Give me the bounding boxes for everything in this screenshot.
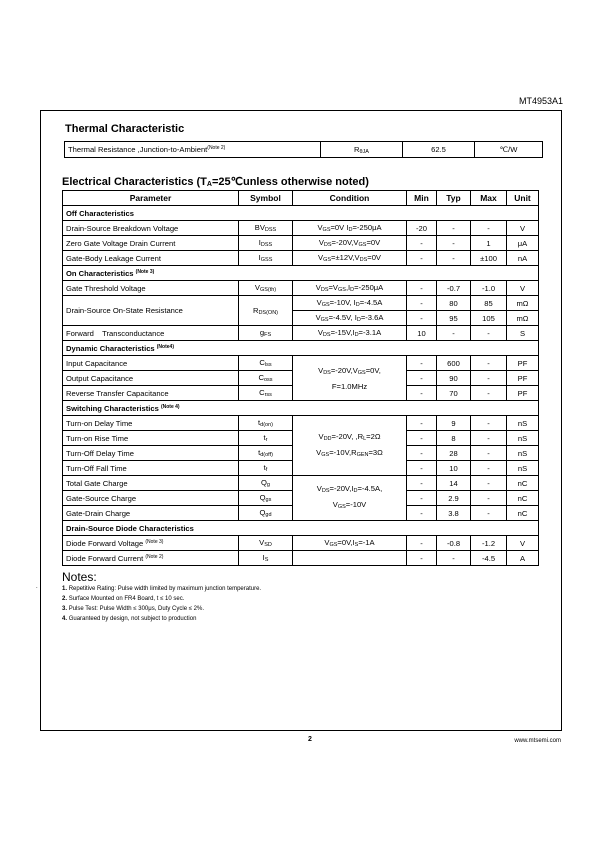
param-cell: Gate-Source Charge [63,491,239,506]
min-cell: - [407,491,437,506]
max-cell: - [471,506,507,521]
param-cell: Diode Forward Voltage $^{(Note 3)}$ [63,536,239,551]
col-header-symbol: Symbol [239,191,293,206]
note-item: 2. Surface Mounted on FR4 Board, t ≤ 10 sec. [62,596,185,602]
param-cell: Output Capacitance [63,371,239,386]
typ-cell: - [437,236,471,251]
symbol-cell: $I_{GSS}$ [239,251,293,266]
typ-cell: - [437,326,471,341]
param-cell: Input Capacitance [63,356,239,371]
table-row [65,142,543,158]
condition-cell: $V_{GS}=0V,I_S=-1A$ [293,536,407,551]
symbol-cell: $BV_{DSS}$ [239,221,293,236]
section-title: Switching Characteristics $^{(Note 4)}$ [63,401,539,416]
col-header-typ: Typ [437,191,471,206]
max-cell: 85 [471,296,507,311]
symbol-cell: $I_S$ [239,551,293,566]
section-title: Off Characteristics [63,206,539,221]
max-cell: - [471,326,507,341]
unit-cell: nC [507,476,539,491]
symbol-cell: $C_{lss}$ [239,356,293,371]
page-number: 2 [308,736,312,743]
min-cell: - [407,536,437,551]
min-cell: - [407,476,437,491]
table-row [63,236,539,251]
condition-cell: $V_{DS}=V_{GS},I_D=-250\mu A$ [293,281,407,296]
typ-cell: 90 [437,371,471,386]
min-cell: -20 [407,221,437,236]
max-cell: 105 [471,311,507,326]
max-cell: - [471,461,507,476]
condition-cell: $V_{DS}=-20V,V_{GS}=0V$ [293,236,407,251]
min-cell: - [407,416,437,431]
thermal-symbol: $R_{\theta JA}$ [321,142,403,158]
symbol-cell: $t_{d(on)}$ [239,416,293,431]
min-cell: - [407,371,437,386]
max-cell: - [471,221,507,236]
param-cell: Total Gate Charge [63,476,239,491]
notes-list [62,584,261,624]
param-cell: Turn-Off Fall Time [63,461,239,476]
param-cell: Turn-on Rise Time [63,431,239,446]
section-title: Drain-Source Diode Characteristics [63,521,539,536]
typ-cell: 3.8 [437,506,471,521]
symbol-cell: $t_r$ [239,431,293,446]
unit-cell: PF [507,371,539,386]
typ-cell: 14 [437,476,471,491]
table-row [63,251,539,266]
typ-cell: 9 [437,416,471,431]
param-cell: Gate-Drain Charge [63,506,239,521]
unit-cell: nS [507,431,539,446]
unit-cell: V [507,281,539,296]
max-cell: - [471,431,507,446]
typ-cell: 95 [437,311,471,326]
thermal-table [64,141,543,158]
condition-cell: $V_{GS}=-4.5V$, $I_D=-3.6A$ [293,311,407,326]
unit-cell: nC [507,491,539,506]
typ-cell: 70 [437,386,471,401]
typ-cell: 8 [437,431,471,446]
symbol-cell: $R_{DS(ON)}$ [239,296,293,326]
section-title: On Characteristics $^{(Note 3)}$ [63,266,539,281]
symbol-cell: $C_{oss}$ [239,371,293,386]
param-cell: Diode Forward Current $^{(Note 2)}$ [63,551,239,566]
table-row [63,296,539,311]
min-cell: - [407,431,437,446]
symbol-cell: $Q_{gd}$ [239,506,293,521]
symbol-cell: $g_{FS}$ [239,326,293,341]
min-cell: - [407,461,437,476]
typ-cell: - [437,551,471,566]
symbol-cell: $C_{rss}$ [239,386,293,401]
min-cell: - [407,251,437,266]
col-header-condition: Condition [293,191,407,206]
col-header-min: Min [407,191,437,206]
table-header-row [63,191,539,206]
thermal-value: 62.5 [403,142,475,158]
min-cell: - [407,296,437,311]
param-cell: Reverse Transfer Capacitance [63,386,239,401]
part-number: MT4953A1 [518,96,563,106]
unit-cell: nC [507,506,539,521]
unit-cell: nS [507,416,539,431]
unit-cell: nS [507,446,539,461]
condition-cell: $V_{DD}=-20V$, $,R_L=2\Omega$ $V_{GS}=-10V,R_{GEN}=3\Omega$ [293,416,407,476]
typ-cell: - [437,221,471,236]
section-row [63,206,539,221]
note-item: 3. Pulse Test: Pulse Width ≤ 300μs, Duty Cycle ≤ 2%. [62,606,205,612]
unit-cell: A [507,551,539,566]
param-cell: Turn-Off Delay Time [63,446,239,461]
param-cell: Turn-on Delay Time [63,416,239,431]
max-cell: - [471,446,507,461]
table-row [63,221,539,236]
unit-cell: V [507,221,539,236]
param-cell: Forward Transconductance [63,326,239,341]
col-header-unit: Unit [507,191,539,206]
typ-cell: 28 [437,446,471,461]
website: www.mtsemi.com [514,738,561,744]
unit-cell: nS [507,461,539,476]
unit-cell: V [507,536,539,551]
table-row [63,416,539,431]
margin-mark: . [36,584,38,590]
table-row [63,551,539,566]
condition-cell [293,551,407,566]
symbol-cell: $t_f$ [239,461,293,476]
electrical-title: Electrical Characteristics ($T_A=25℃unless$ otherwise noted) [62,176,369,188]
typ-cell: 2.9 [437,491,471,506]
max-cell: -1.0 [471,281,507,296]
note-item: 1. Repetitive Rating: Pulse width limited by maximum junction temperature. [62,586,262,592]
table-row [63,536,539,551]
min-cell: 10 [407,326,437,341]
min-cell: - [407,281,437,296]
max-cell: -1.2 [471,536,507,551]
max-cell: - [471,371,507,386]
section-row [63,341,539,356]
notes-title: Notes: [62,570,97,584]
note-item: 4. Guaranteed by design, not subject to production [62,616,197,622]
param-cell: Gate-Body Leakage Current [63,251,239,266]
thermal-unit: ℃/W [475,142,543,158]
section-row [63,266,539,281]
min-cell: - [407,236,437,251]
unit-cell: mΩ [507,296,539,311]
min-cell: - [407,386,437,401]
unit-cell: nA [507,251,539,266]
condition-cell: $V_{DS}=-15V,I_D=-3.1A$ [293,326,407,341]
min-cell: - [407,551,437,566]
param-cell: Drain-Source Breakdown Voltage [63,221,239,236]
typ-cell: -0.7 [437,281,471,296]
table-row [63,356,539,371]
unit-cell: PF [507,386,539,401]
typ-cell: 80 [437,296,471,311]
param-cell: Drain-Source On-State Resistance [63,296,239,326]
min-cell: - [407,506,437,521]
min-cell: - [407,311,437,326]
max-cell: - [471,416,507,431]
condition-cell: $V_{GS}=\pm 12V,V_{DS}=0V$ [293,251,407,266]
typ-cell: - [437,251,471,266]
symbol-cell: $Q_{gs}$ [239,491,293,506]
section-title: Dynamic Characteristics $^{(Note4)}$ [63,341,539,356]
thermal-param: Thermal Resistance ,Junction-to-Ambient$^{(Note 2)}$ [65,142,321,158]
condition-cell: $V_{DS}=-20V,V_{GS}=0V$, F=1.0MHz [293,356,407,401]
section-row [63,401,539,416]
typ-cell: -0.8 [437,536,471,551]
typ-cell: 10 [437,461,471,476]
table-row [63,476,539,491]
param-cell: Gate Threshold Voltage [63,281,239,296]
symbol-cell: $V_{SD}$ [239,536,293,551]
col-header-parameter: Parameter [63,191,239,206]
symbol-cell: $Q_g$ [239,476,293,491]
symbol-cell: $V_{GS(th)}$ [239,281,293,296]
max-cell: - [471,491,507,506]
max-cell: ±100 [471,251,507,266]
max-cell: 1 [471,236,507,251]
unit-cell: S [507,326,539,341]
max-cell: - [471,386,507,401]
unit-cell: PF [507,356,539,371]
max-cell: - [471,476,507,491]
thermal-title: Thermal Characteristic [65,123,185,135]
max-cell: -4.5 [471,551,507,566]
condition-cell: $V_{DS}=-20V,I_D=-4.5A$, $V_{GS}=-10V$ [293,476,407,521]
symbol-cell: $t_{d(off)}$ [239,446,293,461]
param-cell: Zero Gate Voltage Drain Current [63,236,239,251]
section-row [63,521,539,536]
max-cell: - [471,356,507,371]
electrical-table [62,190,539,566]
min-cell: - [407,356,437,371]
condition-cell: $V_{GS}=0V$ $I_D=-250\mu A$ [293,221,407,236]
unit-cell: μA [507,236,539,251]
col-header-max: Max [471,191,507,206]
typ-cell: 600 [437,356,471,371]
table-row [63,326,539,341]
unit-cell: mΩ [507,311,539,326]
condition-cell: $V_{GS}=-10V$, $I_D=-4.5A$ [293,296,407,311]
min-cell: - [407,446,437,461]
symbol-cell: $I_{DSS}$ [239,236,293,251]
table-row [63,281,539,296]
